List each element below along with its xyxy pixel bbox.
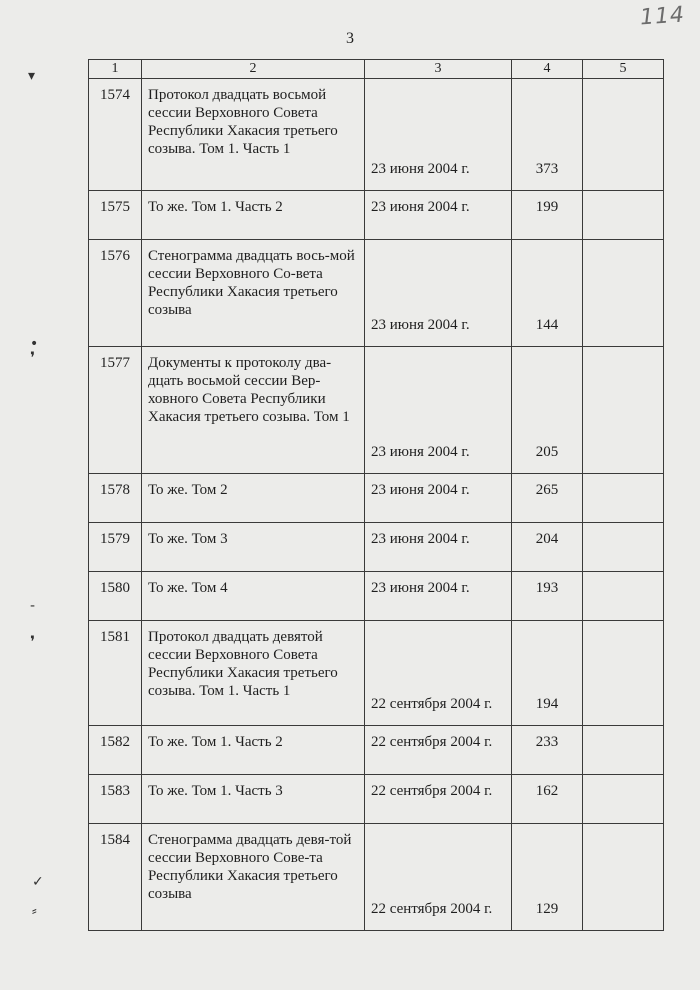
row-date [365,240,512,347]
row-date-text: 23 июня 2004 г. [371,199,470,215]
row-date-text: 22 сентября 2004 г. [371,901,493,917]
row-title-text: То же. Том 3 [148,531,228,547]
row-pages-text: 129 [535,901,559,917]
table-row [89,347,664,474]
row-note-text [583,474,663,481]
row-title-text: Документы к протоколу два-дцать восьмой сессии Вер-ховного Совета Республики Хакасия третьего созыва. Том 1 [148,355,350,425]
header-cell: 5 [583,60,664,79]
row-date [365,523,512,572]
table-row [89,240,664,347]
row-title [142,79,365,191]
margin-mark: ▾ [28,68,36,84]
row-note-text [583,523,663,530]
table-row [89,572,664,621]
row-number-text: 1577 [100,355,130,371]
row-date-text: 23 июня 2004 г. [371,444,470,460]
row-title-text: То же. Том 1. Часть 2 [148,734,283,750]
row-number [89,726,142,775]
row-pages-text: 205 [535,444,559,460]
table-row [89,621,664,726]
row-pages [512,474,583,523]
row-date-text: 23 июня 2004 г. [371,580,470,596]
row-date [365,775,512,824]
row-date-text: 22 сентября 2004 г. [371,734,493,750]
row-note-text [583,79,663,86]
row-number-text: 1580 [100,580,130,596]
page-number: 3 [346,30,354,47]
table-row [89,726,664,775]
row-pages-text: 233 [535,734,559,750]
row-pages [512,775,583,824]
row-number-text: 1579 [100,531,130,547]
row-pages [512,621,583,726]
row-title-text: То же. Том 1. Часть 2 [148,199,283,215]
margin-mark: ❜ [30,348,36,367]
row-note-text [583,240,663,247]
row-number-text: 1575 [100,199,130,215]
row-number [89,240,142,347]
row-number [89,572,142,621]
row-number-text: 1578 [100,482,130,498]
row-title-text: Стенограмма двадцать девя-той сессии Верховного Сове-та Республики Хакасия третьего созыва [148,832,352,902]
row-pages-text: 194 [535,696,559,712]
row-pages-text: 144 [535,317,559,333]
row-number [89,79,142,191]
row-date [365,572,512,621]
row-note-text [583,824,663,831]
row-note [583,621,664,726]
row-note [583,775,664,824]
table-row [89,79,664,191]
row-title [142,572,365,621]
row-note [583,79,664,191]
row-note [583,726,664,775]
table-row [89,824,664,931]
row-date-text: 23 июня 2004 г. [371,531,470,547]
row-title-text: Стенограмма двадцать вось-мой сессии Верховного Со-вета Республики Хакасия третьего созыва [148,248,355,318]
row-title-text: Протокол двадцать девятой сессии Верховного Совета Республики Хакасия третьего созыва. Том 1. Часть 1 [148,629,338,699]
row-note-text [583,347,663,354]
row-pages-text: 162 [535,783,559,799]
row-date [365,621,512,726]
row-note-text [583,726,663,733]
row-title-text: То же. Том 1. Часть 3 [148,783,283,799]
row-title [142,621,365,726]
row-note-text [583,191,663,198]
row-number-text: 1582 [100,734,130,750]
row-title [142,191,365,240]
margin-mark: - [30,598,36,614]
row-number [89,191,142,240]
row-number [89,775,142,824]
row-note [583,572,664,621]
row-note-text [583,775,663,782]
row-note [583,191,664,240]
row-number [89,824,142,931]
table-row [89,523,664,572]
row-number [89,621,142,726]
header-cell: 1 [89,60,142,79]
margin-mark: ⸗ [32,903,37,919]
row-pages [512,726,583,775]
row-number [89,474,142,523]
row-note [583,240,664,347]
row-pages [512,79,583,191]
row-number [89,523,142,572]
row-pages-text: 204 [535,531,559,547]
row-number [89,347,142,474]
row-title-text: Протокол двадцать восьмой сессии Верховного Совета Республики Хакасия третьего созыва. Том 1. Часть 1 [148,87,338,157]
row-title-text: То же. Том 4 [148,580,228,596]
row-title [142,824,365,931]
row-pages [512,523,583,572]
row-number-text: 1584 [100,832,130,848]
registry-table [88,59,664,931]
row-date-text: 23 июня 2004 г. [371,482,470,498]
row-date [365,726,512,775]
row-title [142,240,365,347]
margin-mark: • [30,336,39,352]
row-title-text: То же. Том 2 [148,482,228,498]
row-pages [512,240,583,347]
row-date [365,79,512,191]
header-cell: 3 [365,60,512,79]
row-date [365,347,512,474]
row-date-text: 22 сентября 2004 г. [371,783,493,799]
row-date [365,474,512,523]
table-row [89,474,664,523]
row-number-text: 1583 [100,783,130,799]
row-note [583,824,664,931]
margin-mark: ❜ [30,632,36,651]
row-number-text: 1581 [100,629,130,645]
row-title [142,775,365,824]
row-number-text: 1576 [100,248,130,264]
row-note [583,523,664,572]
margin-mark: ✓ [32,874,44,890]
row-pages [512,824,583,931]
row-date [365,824,512,931]
row-note [583,474,664,523]
archive-sheet-number: 114 [639,2,686,31]
row-title [142,474,365,523]
row-title [142,347,365,474]
row-pages-text: 199 [535,199,559,215]
row-title [142,726,365,775]
header-row [89,60,664,79]
row-pages-text: 193 [535,580,559,596]
row-note [583,347,664,474]
table-row [89,191,664,240]
header-cell: 4 [512,60,583,79]
row-date-text: 23 июня 2004 г. [371,317,470,333]
row-note-text [583,572,663,579]
row-pages-text: 265 [535,482,559,498]
row-pages [512,572,583,621]
row-date-text: 23 июня 2004 г. [371,161,470,177]
row-pages [512,347,583,474]
table-row [89,775,664,824]
row-date [365,191,512,240]
row-number-text: 1574 [100,87,130,103]
header-cell: 2 [142,60,365,79]
row-note-text [583,621,663,628]
row-title [142,523,365,572]
row-pages [512,191,583,240]
row-pages-text: 373 [535,161,559,177]
row-date-text: 22 сентября 2004 г. [371,696,493,712]
